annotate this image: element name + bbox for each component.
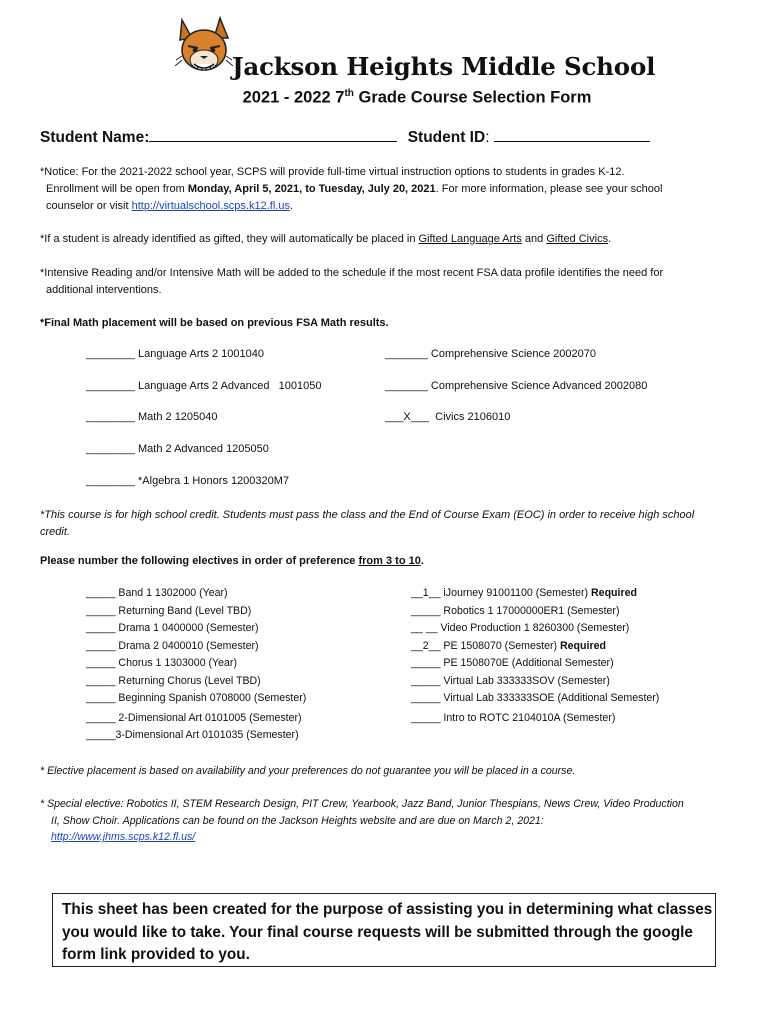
elective-item: _____ Returning Chorus (Level TBD) (86, 674, 261, 687)
core-course-blank[interactable]: _______ (385, 380, 428, 392)
form-title: 2021 - 2022 7th Grade Course Selection Form (242, 88, 592, 107)
student-info-row (40, 127, 650, 147)
elective-item: _____ Drama 1 0400000 (Semester) (86, 622, 259, 634)
school-name: Jackson Heights Middle School (232, 52, 656, 81)
high-school-credit-note: *This course is for high school credit. Students must pass the class and the End of Course Exam (EOC) in order to receive high school credit. (40, 509, 695, 538)
elective-rank-blank[interactable]: _____ (86, 622, 116, 634)
final-note-box: This sheet has been created for the purpose of assisting you in determining what classes you would like to take. Your final course requests will be submitted through the google form link provided to you. (52, 893, 716, 967)
intensive-notice: *Intensive Reading and/or Intensive Math will be added to the schedule if the most recent FSA data profile identifies the need for additional interventions. (40, 267, 664, 296)
elective-item: _____ 2-Dimensional Art 0101005 (Semester) (86, 711, 302, 724)
special-elective-footnote: * Special elective: Robotics II, STEM Research Design, PIT Crew, Yearbook, Jazz Band, Junior Thespians, News Crew, Video Production II, Show Choir. Applications can be found on the Jackson Heights website and are due on March 2, 2021: http://www.jhms.scps.k12.fl.us/ (40, 798, 684, 843)
core-course-item: ________ Language Arts 2 Advanced 1001050 (86, 380, 322, 392)
electives-right-list (411, 585, 659, 727)
core-course-blank[interactable]: ________ (86, 443, 135, 455)
elective-item: _____ PE 1508070E (Additional Semester) (411, 657, 614, 669)
elective-placement-footnote: * Elective placement is based on availability and your preferences do not guarantee you will be placed in a course. (40, 765, 576, 777)
jhms-website-link[interactable]: http://www.jhms.scps.k12.fl.us/ (51, 831, 196, 843)
elective-item: __1__ iJourney 91001100 (Semester) Required (411, 587, 637, 599)
elective-item: _____ Band 1 1302000 (Year) (86, 587, 228, 599)
elective-rank-blank[interactable]: _____ (86, 587, 116, 599)
elective-rank-blank[interactable]: _____ (86, 711, 116, 724)
elective-rank-blank[interactable]: _____ (86, 639, 116, 652)
elective-item: _____ Returning Band (Level TBD) (86, 604, 252, 617)
electives-left-list (86, 585, 306, 745)
school-logo-wildcat (174, 16, 234, 78)
gifted-notice: *If a student is already identified as gifted, they will automatically be placed in Gifted Language Arts and Gifted Civics. (40, 233, 612, 245)
elective-rank-blank[interactable]: __1__ (411, 587, 441, 599)
elective-rank-blank[interactable]: _____ (411, 604, 441, 617)
elective-item: _____ Intro to ROTC 2104010A (Semester) (411, 711, 616, 724)
electives-heading: Please number the following electives in order of preference from 3 to 10. (40, 555, 424, 567)
elective-rank-blank[interactable]: __2__ (411, 639, 441, 652)
elective-rank-blank[interactable]: __ __ (411, 622, 438, 634)
student-name-label: Student Name: (40, 129, 150, 146)
core-course-item: ___X___ Civics 2106010 (385, 411, 511, 423)
student-id-label: Student ID: (407, 129, 494, 146)
elective-item: _____ Drama 2 0400010 (Semester) (86, 639, 259, 652)
elective-item: _____3-Dimensional Art 0101035 (Semester) (86, 729, 299, 741)
elective-item: __ __ Video Production 1 8260300 (Semester) (411, 622, 630, 634)
elective-rank-blank[interactable]: _____ (411, 692, 441, 704)
core-course-blank[interactable]: _______ (385, 348, 428, 360)
elective-rank-blank[interactable]: _____ (86, 729, 116, 741)
elective-item: _____ Chorus 1 1303000 (Year) (86, 657, 237, 669)
elective-item: _____ Virtual Lab 333333SOE (Additional Semester) (411, 692, 660, 704)
core-course-item: ________ Language Arts 2 1001040 (86, 348, 265, 360)
elective-item: _____ Beginning Spanish 0708000 (Semester) (86, 692, 307, 704)
core-course-item: ________ Math 2 1205040 (86, 411, 218, 423)
core-course-item: _______ Comprehensive Science Advanced 2002080 (385, 380, 648, 392)
core-course-item: ________ Math 2 Advanced 1205050 (86, 443, 269, 455)
core-course-item: _______ Comprehensive Science 2002070 (385, 348, 596, 360)
student-id-field[interactable] (494, 127, 650, 142)
elective-item: _____ Robotics 1 17000000ER1 (Semester) (411, 604, 620, 617)
elective-rank-blank[interactable]: _____ (411, 674, 441, 687)
core-course-blank[interactable]: ________ (86, 348, 135, 360)
elective-rank-blank[interactable]: _____ (86, 657, 116, 669)
elective-rank-blank[interactable]: _____ (411, 711, 441, 724)
elective-item: _____ Virtual Lab 333333SOV (Semester) (411, 674, 610, 687)
elective-rank-blank[interactable]: _____ (86, 692, 116, 704)
core-course-blank[interactable]: ________ (86, 411, 135, 423)
elective-item: __2__ PE 1508070 (Semester) Required (411, 639, 606, 652)
virtual-notice: *Notice: For the 2021-2022 school year, SCPS will provide full-time virtual instruction options to students in grades K-12. Enrollment will be open from Monday, April 5, 2021, to Tuesday, July 20, 2021. For more information, please see your school counselor or visit http://virtualschool.scps.k12.fl.us. (40, 166, 663, 212)
virtual-school-link[interactable]: http://virtualschool.scps.k12.fl.us (131, 200, 290, 212)
core-course-item: ________ *Algebra 1 Honors 1200320M7 (86, 475, 290, 487)
math-placement-notice: *Final Math placement will be based on previous FSA Math results. (40, 317, 389, 329)
elective-rank-blank[interactable]: _____ (86, 674, 116, 687)
core-course-blank[interactable]: ________ (86, 380, 135, 392)
elective-rank-blank[interactable]: _____ (411, 657, 441, 669)
core-course-blank[interactable]: ________ (86, 475, 135, 487)
student-name-field[interactable] (149, 127, 397, 142)
core-course-blank[interactable]: ___X___ (385, 411, 430, 423)
elective-rank-blank[interactable]: _____ (86, 604, 116, 617)
